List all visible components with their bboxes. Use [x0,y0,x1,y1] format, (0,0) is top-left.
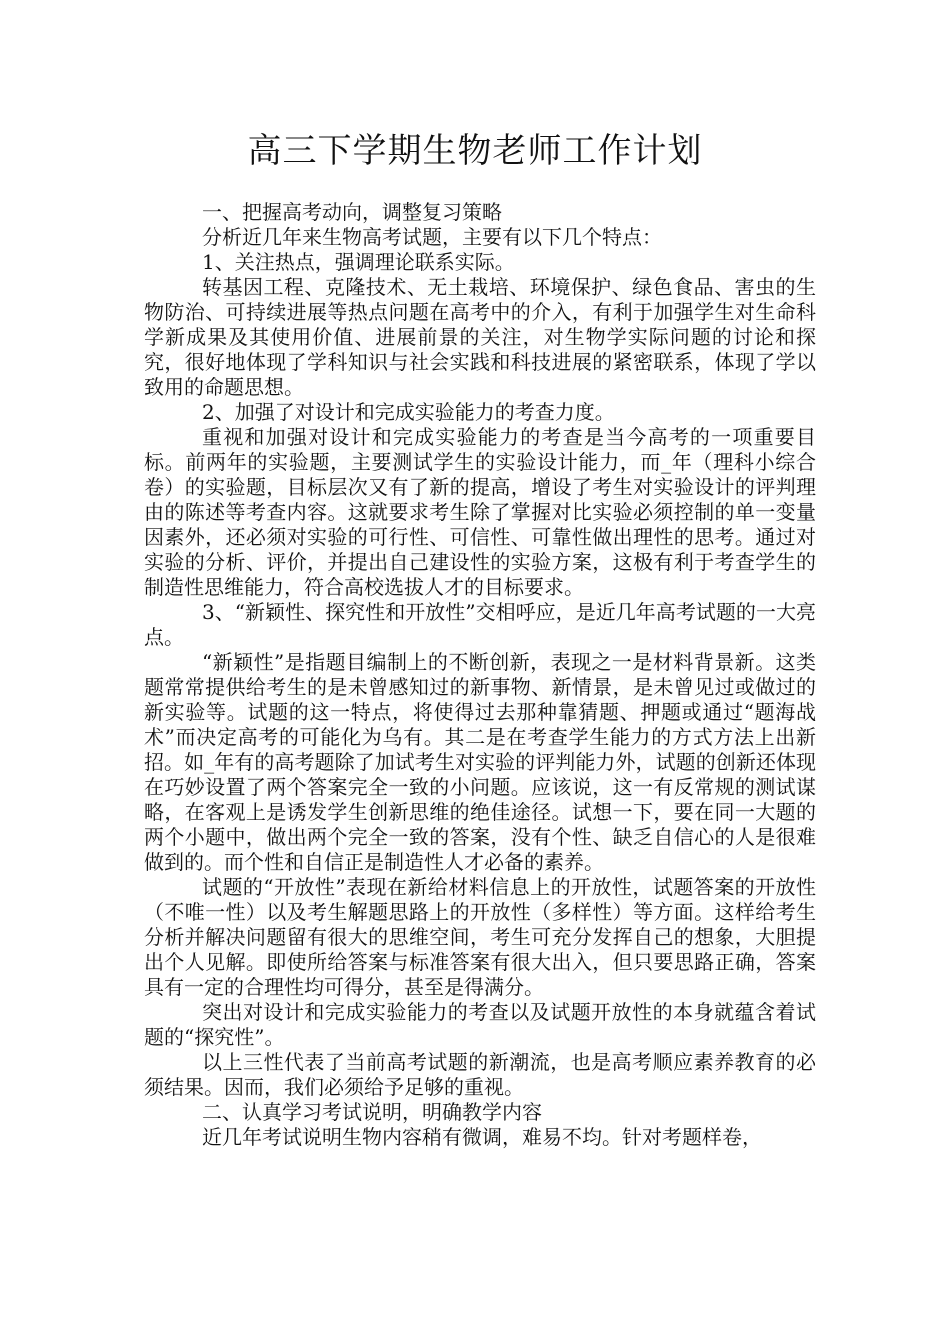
point-heading-1: 1、关注热点，强调理论联系实际。 [202,250,515,274]
section-heading-2: 二、认真学习考试说明，明确教学内容 [202,1100,542,1124]
paragraph: 试题的“开放性”表现在新给材料信息上的开放性，试题答案的开放性（不唯一性）以及考生解题思路上的开放性（多样性）等方面。这样给考生分析并解决问题留有很大的思维空间，考生可充分发挥自己的想象，大胆提出个人见解。即使所给答案与标准答案有很大出入，但只要思路正确，答案具有一定的合理性均可得分，甚至是得满分。 [144,875,816,999]
paragraph-intro: 分析近几年来生物高考试题，主要有以下几个特点： [202,225,662,249]
paragraph: 以上三性代表了当前高考试题的新潮流，也是高考顺应素养教育的必须结果。因而，我们必须给予足够的重视。 [144,1050,816,1099]
paragraph: “新颖性”是指题目编制上的不断创新，表现之一是材料背景新。这类题常常提供给考生的是未曾感知过的新事物、新情景，是未曾见过或做过的新实验等。试题的这一特点，将使得过去那种靠猜题、押题或通过“题海战术”而决定高考的可能化为乌有。其二是在考查学生能力的方式方法上出新招。如_年有的高考题除了加试考生对实验的评判能力外，试题的创新还体现在巧妙设置了两个答案完全一致的小问题。应该说，这一有反常规的测试谋略，在客观上是诱发学生创新思维的绝佳途径。试想一下，要在同一大题的两个小题中，做出两个完全一致的答案，没有个性、缺乏自信心的人是很难做到的。而个性和自信正是制造性人才必备的素养。 [144,650,816,874]
point-heading-2: 2、加强了对设计和完成实验能力的考查力度。 [202,400,615,424]
paragraph: 近几年考试说明生物内容稍有微调，难易不均。针对考题样卷， [202,1125,762,1149]
paragraph: 重视和加强对设计和完成实验能力的考查是当今高考的一项重要目标。前两年的实验题，主要测试学生的实验设计能力，而_年（理科小综合卷）的实验题，目标层次又有了新的提高，增设了考生对实验设计的评判理由的陈述等考查内容。这就要求考生除了掌握对比实验必须控制的单一变量因素外，还必须对实验的可行性、可信性、可靠性做出理性的思考。通过对实验的分析、评价，并提出自己建设性的实验方案，这极有利于考查学生的制造性思维能力，符合高校选拔人才的目标要求。 [144,425,816,599]
document-body [144,200,816,1150]
section-heading-1: 一、把握高考动向，调整复习策略 [202,200,502,224]
document-title: 高三下学期生物老师工作计划 [247,131,703,171]
point-heading-3: 3、“新颖性、探究性和开放性”交相呼应，是近几年高考试题的一大亮点。 [144,600,816,649]
paragraph: 转基因工程、克隆技术、无土栽培、环境保护、绿色食品、害虫的生物防治、可持续进展等热点问题在高考中的介入，有利于加强学生对生命科学新成果及其使用价值、进展前景的关注，对生物学实际问题的讨论和探究，很好地体现了学科知识与社会实践和科技进展的紧密联系，体现了学以致用的命题思想。 [144,275,816,399]
paragraph: 突出对设计和完成实验能力的考查以及试题开放性的本身就蕴含着试题的“探究性”。 [144,1000,816,1049]
